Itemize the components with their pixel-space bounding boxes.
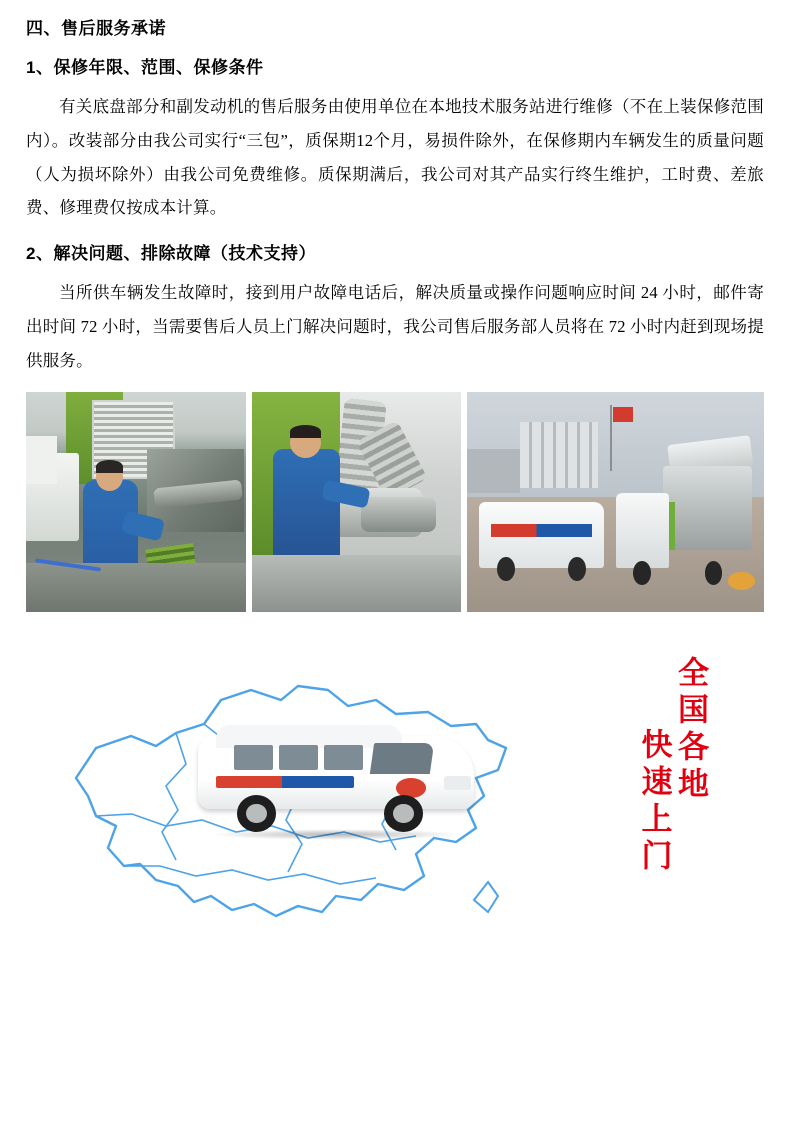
photo-row bbox=[26, 392, 764, 612]
section-heading: 四、售后服务承诺 bbox=[26, 19, 166, 38]
service-van-photo bbox=[186, 706, 486, 846]
photo-service-engine-repair bbox=[26, 392, 246, 612]
subsection-paragraph-1: 有关底盘部分和副发动机的售后服务由使用单位在本地技术服务站进行维修（不在上装保修范围内）。改装部分由我公司实行“三包”，质保期12个月，易损件除外，在保修期内车辆发生的质量问题（人为损坏除外）由我公司免费维修。质保期满后，我公司对其产品实行终生维护，工时费、差旅费、修理费仅按成本计算。 bbox=[26, 97, 764, 218]
subsection-heading-1: 1、保修年限、范围、保修条件 bbox=[26, 58, 264, 77]
slogan-line-2: 快速上门 bbox=[636, 727, 672, 876]
subsection-paragraph-2: 当所供车辆发生故障时，接到用户故障电话后，解决质量或操作问题响应时间 24 小时，邮件寄出时间 72 小时，当需要售后人员上门解决问题时，我公司售后服务部人员将在 72 小时内赶到现场提供服务。 bbox=[26, 283, 764, 370]
slogan-line-1: 全国各地 bbox=[673, 655, 708, 804]
slogan-block bbox=[637, 656, 706, 876]
subsection-heading-2: 2、解决问题、排除故障（技术支持） bbox=[26, 244, 316, 264]
photo-service-mechanic-hose bbox=[252, 392, 461, 612]
map-block bbox=[26, 628, 764, 968]
photo-service-vehicles-outdoor bbox=[467, 392, 764, 612]
